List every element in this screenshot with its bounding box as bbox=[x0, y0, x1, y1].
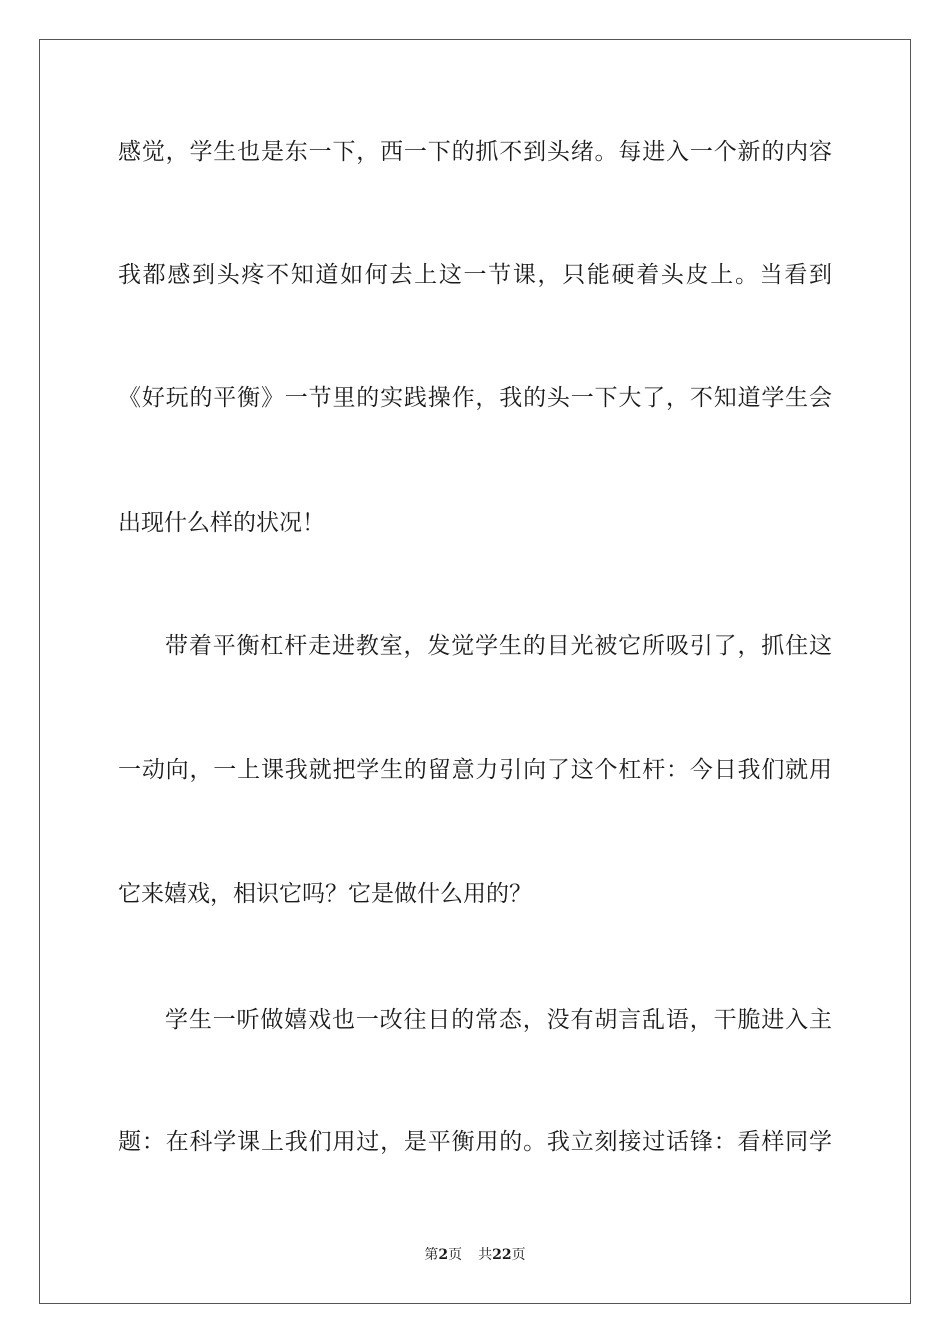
page-footer bbox=[0, 1245, 950, 1265]
total-suffix: 页 bbox=[511, 1247, 526, 1263]
body-text-line: 一动向，一上课我就把学生的留意力引向了这个杠杆：今日我们就用 bbox=[118, 757, 832, 783]
body-text-line: 它来嬉戏，相识它吗？它是做什么用的？ bbox=[118, 881, 532, 907]
body-text-line: 学生一听做嬉戏也一改往日的常态，没有胡言乱语，干脆进入主 bbox=[165, 1007, 832, 1033]
body-text-line: 感觉，学生也是东一下，西一下的抓不到头绪。每进入一个新的内容 bbox=[118, 139, 832, 165]
body-text-line: 带着平衡杠杆走进教室，发觉学生的目光被它所吸引了，抓住这 bbox=[165, 633, 832, 659]
total-prefix: 共 bbox=[478, 1247, 493, 1263]
total-pages: 22 bbox=[492, 1247, 512, 1263]
body-text-line: 《好玩的平衡》一节里的实践操作，我的头一下大了，不知道学生会 bbox=[118, 385, 832, 411]
page-suffix: 页 bbox=[448, 1247, 463, 1263]
page-number: 2 bbox=[438, 1247, 449, 1263]
body-text-line: 出现什么样的状况！ bbox=[118, 510, 325, 536]
page-prefix: 第 bbox=[424, 1247, 439, 1263]
page-border bbox=[39, 39, 911, 1304]
body-text-line: 题：在科学课上我们用过，是平衡用的。我立刻接过话锋：看样同学 bbox=[118, 1129, 832, 1155]
body-text-line: 我都感到头疼不知道如何去上这一节课，只能硬着头皮上。当看到 bbox=[118, 262, 832, 288]
